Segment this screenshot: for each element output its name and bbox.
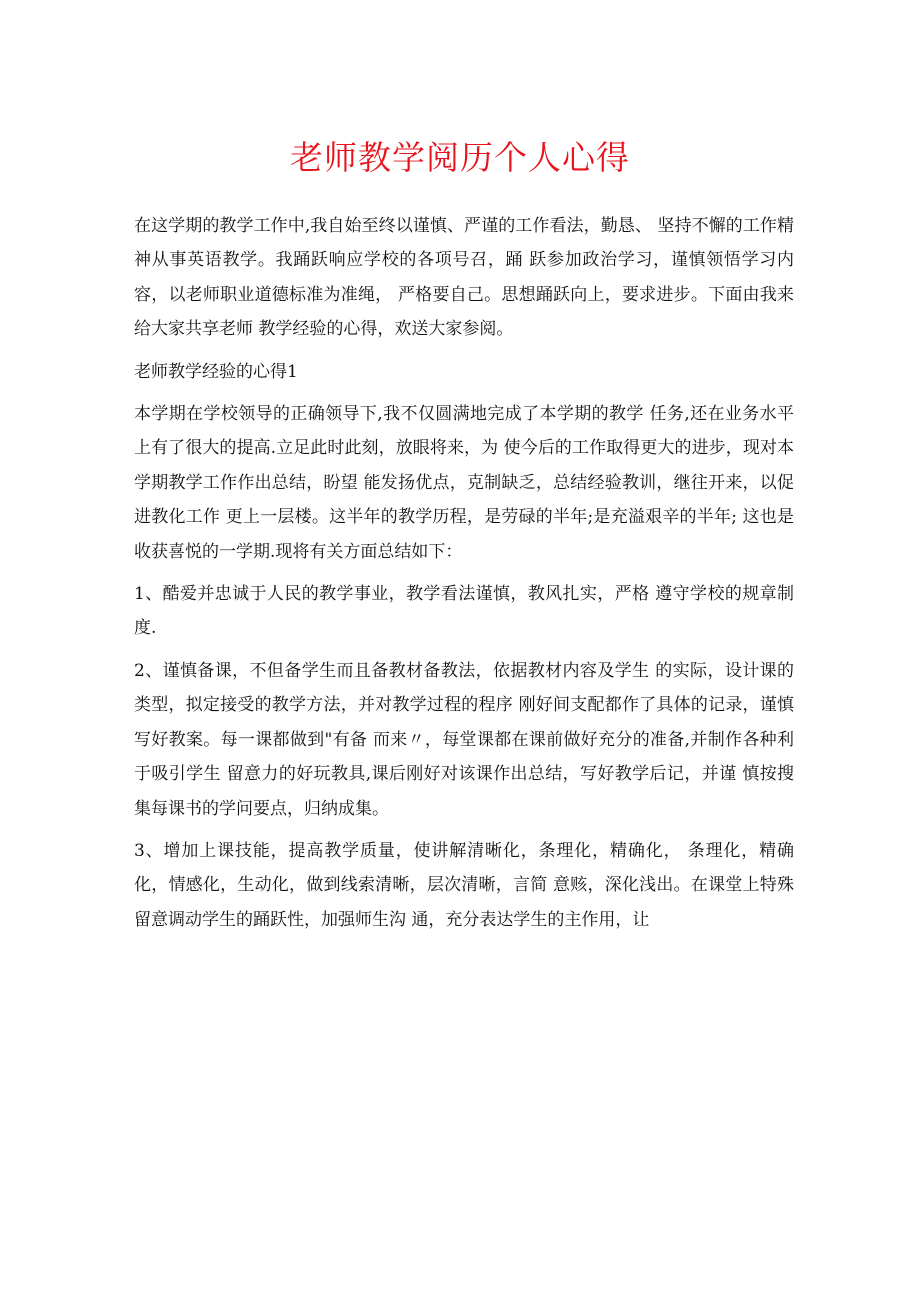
section-intro-paragraph: 本学期在学校领导的正确领导下,我不仅圆满地完成了本学期的教学 任务,还在业务水平上有了很大的提高.立足此时此刻，放眼将来，为 使今后的工作取得更大的进步，现对本学期教学工作作出总结，盼望 能发扬优点，克制缺乏，总结经验教训，继往开来，以促进教化工作 更上一层楼。这半年的教学历程，是劳碌的半年;是充溢艰辛的半年; 这也是收获喜悦的一学期.现将有关方面总结如下： <box>134 404 794 562</box>
point-1-paragraph: 1、酷爱并忠诚于人民的教学事业，教学看法谨慎，教风扎实，严格 遵守学校的规章制度. <box>134 584 794 639</box>
document-title: 老师教学阅历个人心得 <box>290 138 630 177</box>
section-heading: 老师教学经验的心得1 <box>134 361 298 382</box>
point-3-paragraph: 3、增加上课技能，提高教学质量，使讲解清晰化，条理化，精确化， 条理化，精确化，情感化，生动化，做到线索清晰，层次清晰，言简 意赅，深化浅出。在课堂上特殊留意调动学生的踊跃性，加强师生沟 通，充分表达学生的主作用，让 <box>134 840 794 930</box>
intro-paragraph: 在这学期的教学工作中,我自始至终以谨慎、严谨的工作看法，勤恳、 坚持不懈的工作精神从事英语教学。我踊跃响应学校的各项号召，踊 跃参加政治学习，谨慎领悟学习内容，以老师职业道德标准为准绳， 严格要自己。思想踊跃向上，要求进步。下面由我来给大家共享老师 教学经验的心得，欢送大家参阅。 <box>134 216 794 340</box>
point-2-paragraph: 2、谨慎备课，不但备学生而且备教材备教法，依据教材内容及学生 的实际，设计课的类型，拟定接受的教学方法，并对教学过程的程序 刚好间支配都作了具体的记录，谨慎写好教案。每一课都做到"有备 而来〃，每堂课都在课前做好充分的准备,并制作各种利于吸引学生 留意力的好玩教具,课后刚好对该课作出总结，写好教学后记，并谨 慎按搜集每课书的学问要点，归纳成集。 <box>134 660 794 819</box>
document-body <box>134 209 794 945</box>
